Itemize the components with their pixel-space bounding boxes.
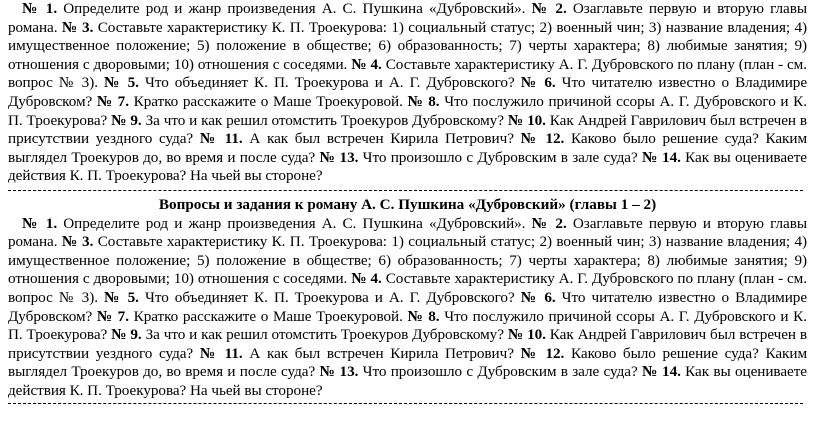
question-number: № 3. [61,233,94,251]
question-text: Составьте характеристику К. П. Троекурова: 1) социальный статус; 2) военный чин; 3) название владения; 4) имущественное положение; 5) положение в обществе; 6) образованность; 7) черты характера; 8) любимые занятия; 9) отношения с дворовыми; 10) отношения с соседями. [8,233,808,288]
section-title: Вопросы и задания к роману А. С. Пушкина «Дубровский» (главы 1 – 2) [158,195,657,213]
questions-block-2 [8,215,807,401]
question-text: Что послужило причиной ссоры А. Г. Дубровского и К. П. Троекурова? [8,307,807,344]
question-number: № 7. [96,92,129,110]
question-text: Что объединяет К. П. Троекурова и А. Г. Дубровского? [138,288,521,306]
question-number: № 2. [531,214,567,232]
question-text: А как был встречен Кирила Петрович? [242,130,521,148]
question-number: № 3. [61,18,94,36]
question-text: Составьте характеристику А. Г. Дубровского по плану (план - см. вопрос № 3). [8,270,807,306]
question-number: № 8. [407,307,440,325]
question-number: № 7. [96,307,129,325]
question-number: № 5. [104,288,139,306]
question-number: № 1. [22,214,58,232]
question-text: Что объединяет К. П. Троекурова и А. Г. Дубровского? [138,74,521,92]
question-number: № 10. [507,326,546,344]
question-text: Что произошло с Дубровским в зале суда? [358,363,642,381]
question-text: За что и как решил отомстить Троекуров Дубровскому? [141,326,508,344]
question-text: Как вы оцениваете действия К. П. Троекурова? На чьей вы стороне? [8,148,807,185]
question-text: Составьте характеристику А. Г. Дубровского по плану (план - см. вопрос № 3). [8,55,807,92]
question-text: Что послужило причиной ссоры А. Г. Дубровского и К. П. Троекурова? [8,92,807,129]
question-text: Кратко расскажите о Маше Троекуровой. [128,92,408,110]
question-number: № 9. [111,111,142,129]
question-number: № 5. [104,74,139,92]
questions-block-1 [8,0,807,186]
question-number: № 2. [531,0,567,17]
question-number: № 9. [111,326,142,344]
question-text: Как Андрей Гаврилович был встречен в присутствии уездного суда? [8,326,808,362]
question-text: Что произошло с Дубровским в зале суда? [358,148,642,166]
question-text: За что и как решил отомстить Троекуров Дубровскому? [141,111,508,129]
question-text: А как был встречен Кирила Петрович? [242,344,521,362]
question-number: № 4. [351,270,382,288]
question-number: № 11. [199,130,243,148]
dashed-cut-line [8,403,803,404]
question-text: Как Андрей Гаврилович был встречен в присутствии уездного суда? [8,111,808,148]
question-number: № 13. [319,148,359,166]
question-number: № 4. [351,55,382,73]
question-text: Кратко расскажите о Маше Троекуровой. [128,307,408,325]
question-number: № 13. [319,363,359,381]
question-text: Как вы оцениваете действия К. П. Троекурова? На чьей вы стороне? [8,363,807,399]
question-number: № 12. [520,344,565,362]
question-number: № 6. [520,74,556,92]
dashed-cut-line [8,190,803,191]
question-text: Озаглавьте первую и вторую главы романа. [8,0,808,36]
question-number: № 1. [22,0,58,17]
question-text: Что читателю известно о Владимире Дубровском? [8,288,808,325]
question-number: № 11. [199,344,243,362]
question-number: № 14. [641,148,681,166]
question-number: № 14. [641,363,681,381]
question-number: № 10. [507,111,546,129]
question-text: Что читателю известно о Владимире Дубровском? [8,74,808,110]
question-text: Составьте характеристику К. П. Троекурова: 1) социальный статус; 2) военный чин; 3) название владения; 4) имущественное положение; 5) положение в обществе; 6) образованность; 7) черты характера; 8) любимые занятия; 9) отношения с дворовыми; 10) отношения с соседями. [8,18,808,73]
question-text: Озаглавьте первую и вторую главы романа. [8,214,808,251]
question-text: Определите род и жанр произведения А. С. Пушкина «Дубровский». [57,214,532,232]
question-text: Определите род и жанр произведения А. С. Пушкина «Дубровский». [57,0,532,17]
question-text: Каково было решение суда? Каким выглядел Троекуров до, во время и после суда? [8,130,808,166]
question-number: № 12. [520,130,565,148]
question-number: № 8. [407,92,440,110]
question-number: № 6. [520,288,556,306]
question-text: Каково было решение суда? Каким выглядел Троекуров до, во время и после суда? [8,344,808,381]
